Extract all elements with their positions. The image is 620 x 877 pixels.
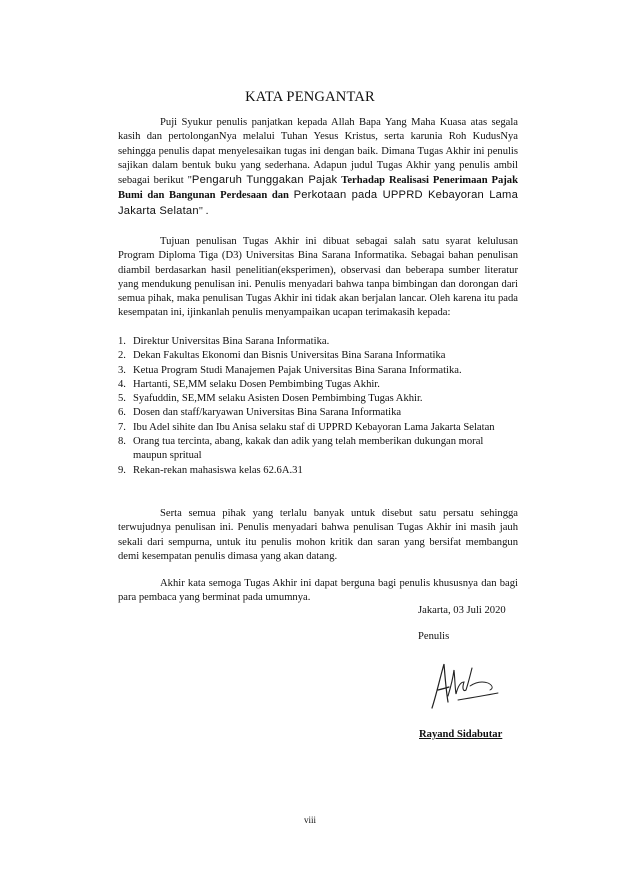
signature-image [418,656,508,716]
list-item-text: Dosen dan staff/karyawan Universitas Bina Sarana Informatika [133,407,402,419]
paragraph-gratitude [118,116,518,219]
list-item-number: 7. [118,421,126,433]
list-item-text: Ibu Adel sihite dan Ibu Anisa selaku staf di UPPRD Kebayoran Lama Jakarta Selatan [133,421,495,433]
list-item-text: Ketua Program Studi Manajemen Pajak Universitas Bina Sarana Informatika. [133,364,462,376]
author-name: Rayand Sidabutar [419,729,503,740]
list-item-text: Dekan Fakultas Ekonomi dan Bisnis Universitas Bina Sarana Informatika [133,350,446,362]
paragraph-final [118,577,518,606]
author-role: Penulis [418,631,450,642]
thesis-title-closing: " . [198,205,209,217]
paragraph-gratitude-text: Puji Syukur penulis panjatkan kepada Allah Bapa Yang Maha Kuasa atas segala kasih dan pertolonganNya melalui Tuhan Yesus Kristus, serta karunia Roh KudusNya sehingga penulis dapat menyelesaikan tugas ini dengan baik. Dimana Tugas Akhir ini penulis sajikan dalam bentuk buku yang sederhana. Adapun judul Tugas Akhir yang penulis ambil sebagai berikut " [118,117,518,187]
list-item [118,335,518,349]
paragraph-purpose-text: Tujuan penulisan Tugas Akhir ini dibuat sebagai salah satu syarat kelulusan Program Diploma Tiga (D3) Universitas Bina Sarana Informatika. Sebagai bahan penulisan diambil berdasarkan hasil penelitian(eksperimen), observasi dan beberapa sumber literatur yang mendukung penulisan ini. Penulis menyadari bahwa tanpa bimbingan dan dorongan dari semua pihak, maka penulisan Tugas Akhir ini tidak akan berjalan lancar. Oleh karena itu pada kesempatan ini, ijinkanlah penulis menyampaikan ucapan terimakasih kepada: [118,236,518,319]
paragraph-closing-text: Serta semua pihak yang terlalu banyak untuk disebut satu persatu sehingga terwujudnya penulisan ini. Penulis menyadari bahwa penulisan Tugas Akhir ini masih jauh sekali dari sempurna, untuk itu penulis mohon kritik dan saran yang bersifat membangun demi kesempatan penulis dimasa yang akan datang. [118,508,518,562]
list-item-text: Rekan-rekan mahasiswa kelas 62.6A.31 [133,464,303,476]
paragraph-closing [118,507,518,564]
page-title: KATA PENGANTAR [245,89,375,105]
list-item [118,378,518,392]
list-item [118,364,518,378]
page-number: viii [303,815,316,825]
list-item [118,349,518,363]
list-item [118,392,518,406]
list-item-number: 5. [118,393,126,405]
thesis-title-part-3: Perkotaan pada UPPRD Kebayoran Lama Jakarta Selatan [118,189,518,217]
list-item-number: 1. [118,336,126,347]
list-item-number: 6. [118,407,126,419]
list-item-number: 8. [118,436,126,448]
list-item-text: Syafuddin, SE,MM selaku Asisten Dosen Pembimbing Tugas Akhir. [133,393,423,405]
thesis-title-part-2: Terhadap Realisasi Penerimaan Pajak Bumi dan Bangunan Perdesaan dan [118,175,518,202]
list-item [118,435,518,464]
acknowledgement-list [118,335,518,478]
list-item [118,464,518,478]
thesis-title-part-1: Pengaruh Tunggakan Pajak [191,174,338,187]
list-item-text: Hartanti, SE,MM selaku Dosen Pembimbing Tugas Akhir. [133,378,380,390]
list-item-text: Orang tua tercinta, abang, kakak dan adik yang telah memberikan dukungan moral maupun spritual [133,436,484,462]
list-item [118,421,518,435]
list-item-text: Direktur Universitas Bina Sarana Informatika. [133,336,330,347]
list-item-number: 4. [118,378,126,390]
paragraph-purpose [118,235,518,321]
place-date: Jakarta, 03 Juli 2020 [418,605,506,616]
list-item-number: 9. [118,464,126,476]
paragraph-final-text: Akhir kata semoga Tugas Akhir ini dapat berguna bagi penulis khususnya dan bagi para pembaca yang berminat pada umumnya. [118,578,518,604]
list-item-number: 2. [118,350,126,362]
list-item-number: 3. [118,364,126,376]
list-item [118,406,518,420]
